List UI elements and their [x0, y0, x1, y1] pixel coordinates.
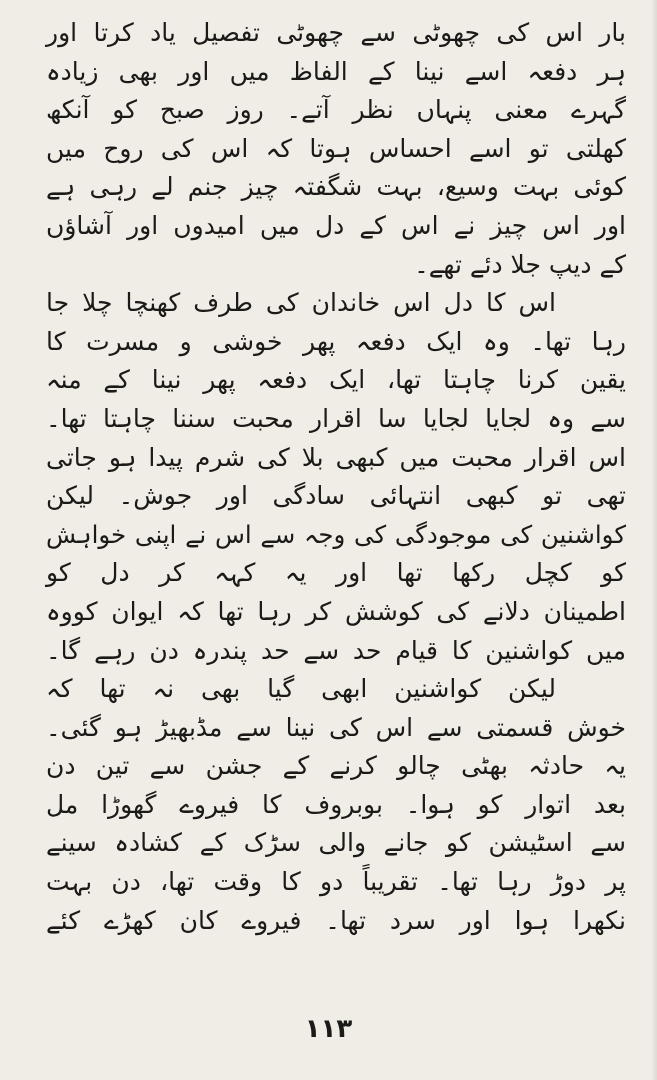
- text-line: کواشنین کی موجودگی کی وجہ سے اس نے اپنی خواہش: [46, 519, 626, 549]
- text-line: میں کواشنین کا قیام حد سے حد پندرہ دن رہے گا۔: [46, 635, 626, 665]
- page-number: ۱۱۳: [304, 1014, 353, 1044]
- text-line: کوئی بہت وسیع، بہت شگفتہ چیز جنم لے رہی ہے: [46, 172, 626, 202]
- text-line: کھلتی تو اسے احساس ہوتا کہ اس کی روح میں: [46, 133, 626, 163]
- text-line: اور اس چیز نے اس کے دل میں امیدوں اور آشاؤں: [46, 210, 626, 240]
- text-line: یہ حادثہ بھٹی چالو کرنے کے جشن سے تین دن: [46, 751, 626, 781]
- text-line: گہرے معنی پنہاں نظر آتے۔ روز صبح کو آنکھ: [46, 95, 626, 125]
- text-line: پر دوڑ رہا تھا۔ تقریباً دو کا وقت تھا، دن بہت: [46, 867, 626, 897]
- text-line: سے اسٹیشن کو جانے والی سڑک کے کشادہ سینے: [46, 828, 626, 858]
- text-line: کو کچل رکھا تھا اور یہ کہہ کر دل کو: [46, 558, 626, 588]
- text-line: اس اقرار محبت میں کبھی بلا کی شرم پیدا ہو جاتی: [46, 442, 626, 472]
- text-line: نکھرا ہوا اور سرد تھا۔ فیروے کان کھڑے کئے: [46, 905, 626, 935]
- text-line: یقین کرنا چاہتا تھا، ایک دفعہ پھر نینا کے منہ: [46, 365, 626, 395]
- text-line: بار اس کی چھوٹی سے چھوٹی تفصیل یاد کرتا اور: [46, 18, 626, 47]
- text-line: کے دیپ جلا دئے تھے۔: [414, 249, 626, 279]
- page-edge-shadow: [651, 0, 657, 1080]
- page-body-text: [46, 14, 626, 940]
- text-line: رہا تھا۔ وہ ایک دفعہ پھر خوشی و مسرت کا: [46, 326, 626, 356]
- text-line: ہر دفعہ اسے نینا کے الفاظ میں اور بھی زیادہ: [46, 56, 626, 86]
- text-line: اطمینان دلانے کی کوشش کر رہا تھا کہ ایوان کووہ: [46, 596, 626, 626]
- text-line: اس کا دل اس خاندان کی طرف کھنچا چلا جا: [46, 288, 556, 318]
- text-line: لیکن کواشنین ابھی گیا بھی نہ تھا کہ: [46, 674, 556, 704]
- text-line: تھی تو کبھی انتہائی سادگی اور جوش۔ لیکن: [46, 481, 626, 511]
- text-line: سے وہ لجایا لجایا سا اقرار محبت سننا چاہتا تھا۔: [46, 403, 626, 433]
- text-line: بعد اتوار کو ہوا۔ بوبروف کا فیروے گھوڑا مل: [46, 789, 626, 819]
- text-line: خوش قسمتی سے اس کی نینا سے مڈبھیڑ ہو گئی۔: [46, 712, 626, 742]
